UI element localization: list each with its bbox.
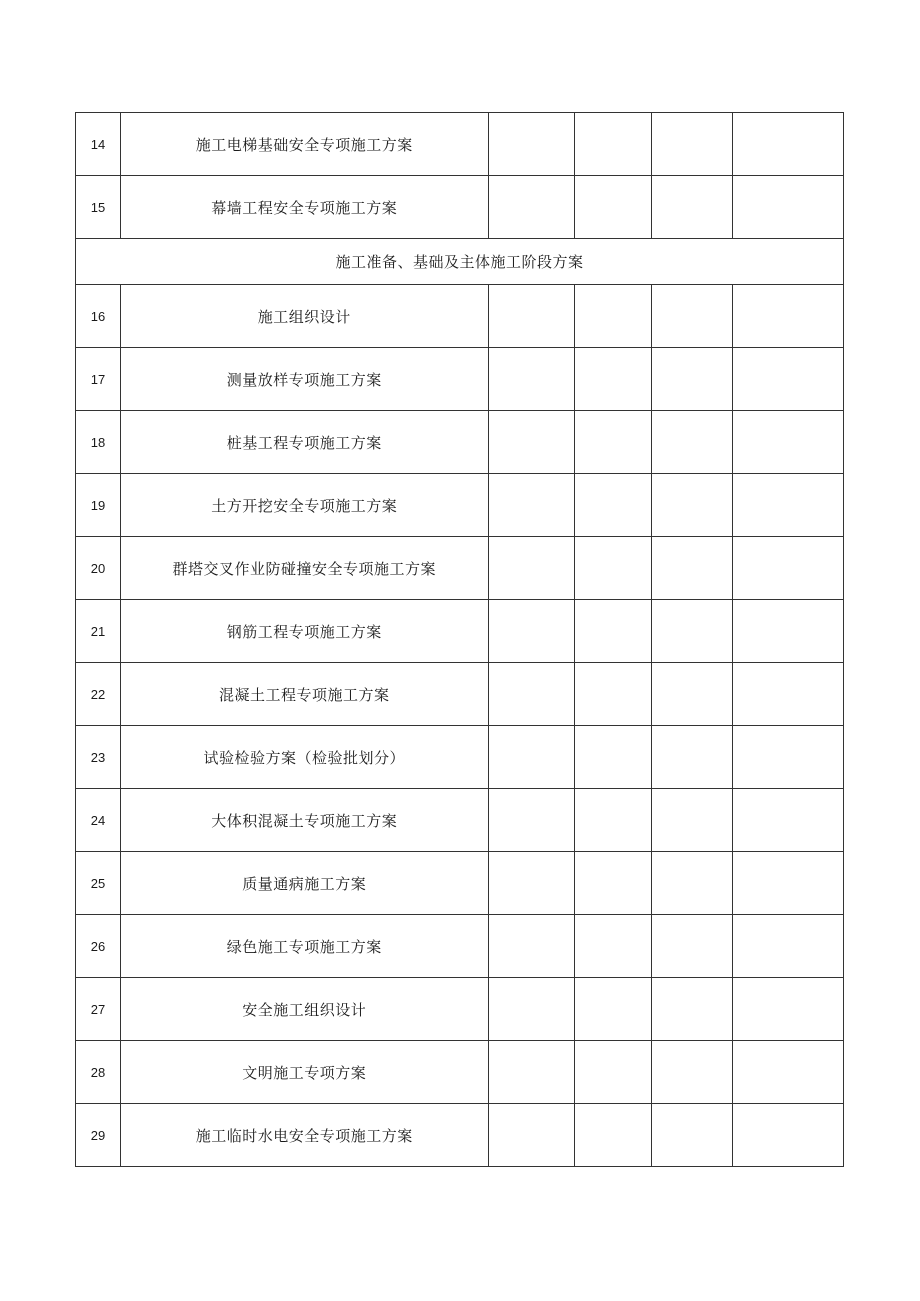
row-number: 19 xyxy=(76,474,121,537)
empty-cell-col-4 xyxy=(732,113,843,176)
row-number: 24 xyxy=(76,789,121,852)
empty-cell-col-3 xyxy=(651,411,732,474)
plan-list-table-body xyxy=(76,113,844,1167)
empty-cell-col-2 xyxy=(574,663,651,726)
empty-cell-col-2 xyxy=(574,852,651,915)
table-row xyxy=(76,663,844,726)
empty-cell-col-3 xyxy=(651,663,732,726)
plan-name: 质量通病施工方案 xyxy=(121,852,488,915)
row-number: 20 xyxy=(76,537,121,600)
empty-cell-col-2 xyxy=(574,537,651,600)
empty-cell-col-2 xyxy=(574,915,651,978)
empty-cell-col-1 xyxy=(488,978,574,1041)
empty-cell-col-4 xyxy=(732,600,843,663)
plan-name: 安全施工组织设计 xyxy=(121,978,488,1041)
plan-list-table xyxy=(75,112,844,1167)
empty-cell-col-2 xyxy=(574,113,651,176)
row-number: 18 xyxy=(76,411,121,474)
empty-cell-col-1 xyxy=(488,176,574,239)
empty-cell-col-4 xyxy=(732,915,843,978)
row-number: 16 xyxy=(76,285,121,348)
empty-cell-col-3 xyxy=(651,348,732,411)
empty-cell-col-3 xyxy=(651,1104,732,1167)
empty-cell-col-4 xyxy=(732,537,843,600)
empty-cell-col-4 xyxy=(732,852,843,915)
empty-cell-col-2 xyxy=(574,726,651,789)
plan-name: 施工组织设计 xyxy=(121,285,488,348)
empty-cell-col-4 xyxy=(732,474,843,537)
row-number: 22 xyxy=(76,663,121,726)
table-row xyxy=(76,789,844,852)
empty-cell-col-2 xyxy=(574,348,651,411)
section-title: 施工准备、基础及主体施工阶段方案 xyxy=(76,239,844,285)
empty-cell-col-4 xyxy=(732,1041,843,1104)
empty-cell-col-1 xyxy=(488,113,574,176)
table-row xyxy=(76,474,844,537)
table-row xyxy=(76,852,844,915)
plan-name: 测量放样专项施工方案 xyxy=(121,348,488,411)
empty-cell-col-4 xyxy=(732,285,843,348)
empty-cell-col-1 xyxy=(488,474,574,537)
empty-cell-col-2 xyxy=(574,789,651,852)
empty-cell-col-1 xyxy=(488,411,574,474)
row-number: 14 xyxy=(76,113,121,176)
table-row xyxy=(76,726,844,789)
empty-cell-col-2 xyxy=(574,978,651,1041)
plan-name: 施工电梯基础安全专项施工方案 xyxy=(121,113,488,176)
plan-name: 绿色施工专项施工方案 xyxy=(121,915,488,978)
empty-cell-col-1 xyxy=(488,600,574,663)
plan-name: 试验检验方案（检验批划分） xyxy=(121,726,488,789)
empty-cell-col-2 xyxy=(574,474,651,537)
plan-name: 钢筋工程专项施工方案 xyxy=(121,600,488,663)
empty-cell-col-3 xyxy=(651,789,732,852)
empty-cell-col-3 xyxy=(651,474,732,537)
empty-cell-col-3 xyxy=(651,915,732,978)
empty-cell-col-1 xyxy=(488,348,574,411)
empty-cell-col-3 xyxy=(651,600,732,663)
plan-name: 混凝土工程专项施工方案 xyxy=(121,663,488,726)
plan-name: 桩基工程专项施工方案 xyxy=(121,411,488,474)
table-row xyxy=(76,537,844,600)
plan-name: 大体积混凝土专项施工方案 xyxy=(121,789,488,852)
empty-cell-col-3 xyxy=(651,285,732,348)
table-row xyxy=(76,978,844,1041)
plan-name: 幕墙工程安全专项施工方案 xyxy=(121,176,488,239)
empty-cell-col-4 xyxy=(732,789,843,852)
empty-cell-col-3 xyxy=(651,726,732,789)
row-number: 29 xyxy=(76,1104,121,1167)
empty-cell-col-2 xyxy=(574,285,651,348)
plan-name: 施工临时水电安全专项施工方案 xyxy=(121,1104,488,1167)
row-number: 15 xyxy=(76,176,121,239)
empty-cell-col-2 xyxy=(574,1104,651,1167)
table-row xyxy=(76,1041,844,1104)
table-row xyxy=(76,1104,844,1167)
table-row xyxy=(76,915,844,978)
empty-cell-col-1 xyxy=(488,663,574,726)
empty-cell-col-2 xyxy=(574,411,651,474)
plan-name: 群塔交叉作业防碰撞安全专项施工方案 xyxy=(121,537,488,600)
empty-cell-col-1 xyxy=(488,852,574,915)
empty-cell-col-3 xyxy=(651,113,732,176)
empty-cell-col-4 xyxy=(732,978,843,1041)
table-row xyxy=(76,113,844,176)
empty-cell-col-1 xyxy=(488,726,574,789)
empty-cell-col-2 xyxy=(574,600,651,663)
empty-cell-col-1 xyxy=(488,915,574,978)
row-number: 17 xyxy=(76,348,121,411)
table-row xyxy=(76,411,844,474)
empty-cell-col-2 xyxy=(574,176,651,239)
table-row xyxy=(76,348,844,411)
empty-cell-col-4 xyxy=(732,411,843,474)
empty-cell-col-3 xyxy=(651,852,732,915)
row-number: 28 xyxy=(76,1041,121,1104)
empty-cell-col-4 xyxy=(732,1104,843,1167)
row-number: 27 xyxy=(76,978,121,1041)
empty-cell-col-1 xyxy=(488,285,574,348)
empty-cell-col-4 xyxy=(732,726,843,789)
row-number: 25 xyxy=(76,852,121,915)
row-number: 23 xyxy=(76,726,121,789)
empty-cell-col-4 xyxy=(732,348,843,411)
row-number: 26 xyxy=(76,915,121,978)
empty-cell-col-2 xyxy=(574,1041,651,1104)
plan-name: 文明施工专项方案 xyxy=(121,1041,488,1104)
row-number: 21 xyxy=(76,600,121,663)
empty-cell-col-1 xyxy=(488,537,574,600)
empty-cell-col-1 xyxy=(488,1041,574,1104)
empty-cell-col-3 xyxy=(651,176,732,239)
empty-cell-col-1 xyxy=(488,789,574,852)
table-row xyxy=(76,176,844,239)
empty-cell-col-3 xyxy=(651,978,732,1041)
empty-cell-col-4 xyxy=(732,176,843,239)
plan-name: 土方开挖安全专项施工方案 xyxy=(121,474,488,537)
empty-cell-col-3 xyxy=(651,537,732,600)
empty-cell-col-4 xyxy=(732,663,843,726)
empty-cell-col-3 xyxy=(651,1041,732,1104)
table-row xyxy=(76,600,844,663)
section-header-row xyxy=(76,239,844,285)
empty-cell-col-1 xyxy=(488,1104,574,1167)
table-row xyxy=(76,285,844,348)
